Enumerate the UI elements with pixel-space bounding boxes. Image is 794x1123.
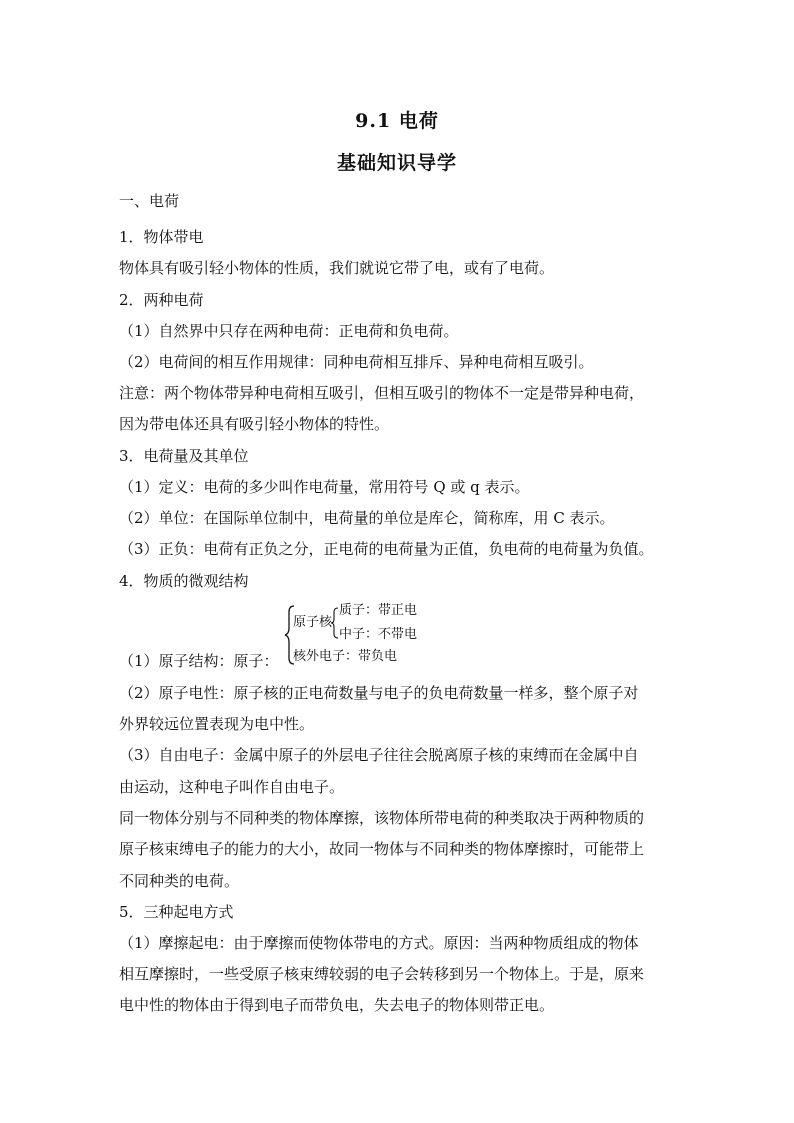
paragraph-line: （2）单位：在国际单位制中，电荷量的单位是库仑，简称库，用 C 表示。 (119, 509, 615, 527)
paragraph-line: （1）自然界中只存在两种电荷：正电荷和负电荷。 (119, 322, 459, 340)
paragraph-line: 由运动，这种电子叫作自由电子。 (119, 778, 345, 796)
nucleus-label: 原子核 (293, 615, 333, 630)
paragraph-line: 外界较远位置表现为电中性。 (119, 715, 315, 733)
paragraph-line: 相互摩擦时，一些受原子核束缚较弱的电子会转移到另一个物体上。于是，原来 (119, 965, 645, 983)
page-title: 9.1 电荷 (355, 110, 439, 132)
paragraph-line: （1）原子结构：原子： (119, 652, 279, 670)
paragraph-line: （3）自由电子：金属中原子的外层电子往往会脱离原子核的束缚而在金属中自 (119, 746, 639, 764)
paragraph-line: 因为带电体还具有吸引轻小物体的特性。 (119, 415, 390, 433)
paragraph-line: （3）正负：电荷有正负之分，正电荷的电荷量为正值，负电荷的电荷量为负值。 (119, 540, 654, 558)
subheading: 3．电荷量及其单位 (119, 447, 249, 465)
electron-label: 核外电子：带负电 (293, 649, 398, 664)
paragraph-line: （1）摩擦起电：由于摩擦而使物体带电的方式。原因：当两种物质组成的物体 (119, 934, 639, 952)
subheading: 1．物体带电 (119, 228, 204, 246)
subheading: 4．物质的微观结构 (119, 572, 249, 590)
paragraph-line: 物体具有吸引轻小物体的性质，我们就说它带了电，或有了电荷。 (119, 259, 555, 277)
section-heading: 一、电荷 (119, 192, 180, 210)
subheading: 2．两种电荷 (119, 291, 204, 309)
page-subtitle: 基础知识导学 (336, 152, 457, 174)
paragraph-line: 同一物体分别与不同种类的物体摩擦，该物体所带电荷的种类取决于两种物质的 (119, 809, 645, 827)
paragraph-line: 电中性的物体由于得到电子而带负电，失去电子的物体则带正电。 (119, 996, 555, 1014)
proton-label: 质子：带正电 (339, 603, 418, 618)
paragraph-line: （2）电荷间的相互作用规律：同种电荷相互排斥、异种电荷相互吸引。 (119, 353, 594, 371)
paragraph-line: （2）原子电性：原子核的正电荷数量与电子的负电荷数量一样多，整个原子对 (119, 684, 639, 702)
paragraph-line: 原子核束缚电子的能力的大小，故同一物体与不同种类的物体摩擦时，可能带上 (119, 840, 645, 858)
atom-structure-diagram (284, 600, 444, 670)
subheading: 5．三种起电方式 (119, 903, 234, 921)
neutron-label: 中子：不带电 (339, 627, 418, 642)
paragraph-line: 注意：两个物体带异种电荷相互吸引，但相互吸引的物体不一定是带异种电荷， (119, 384, 645, 402)
paragraph-line: 不同种类的电荷。 (119, 872, 240, 890)
paragraph-line: （1）定义：电荷的多少叫作电荷量，常用符号 Q 或 q 表示。 (119, 478, 530, 496)
